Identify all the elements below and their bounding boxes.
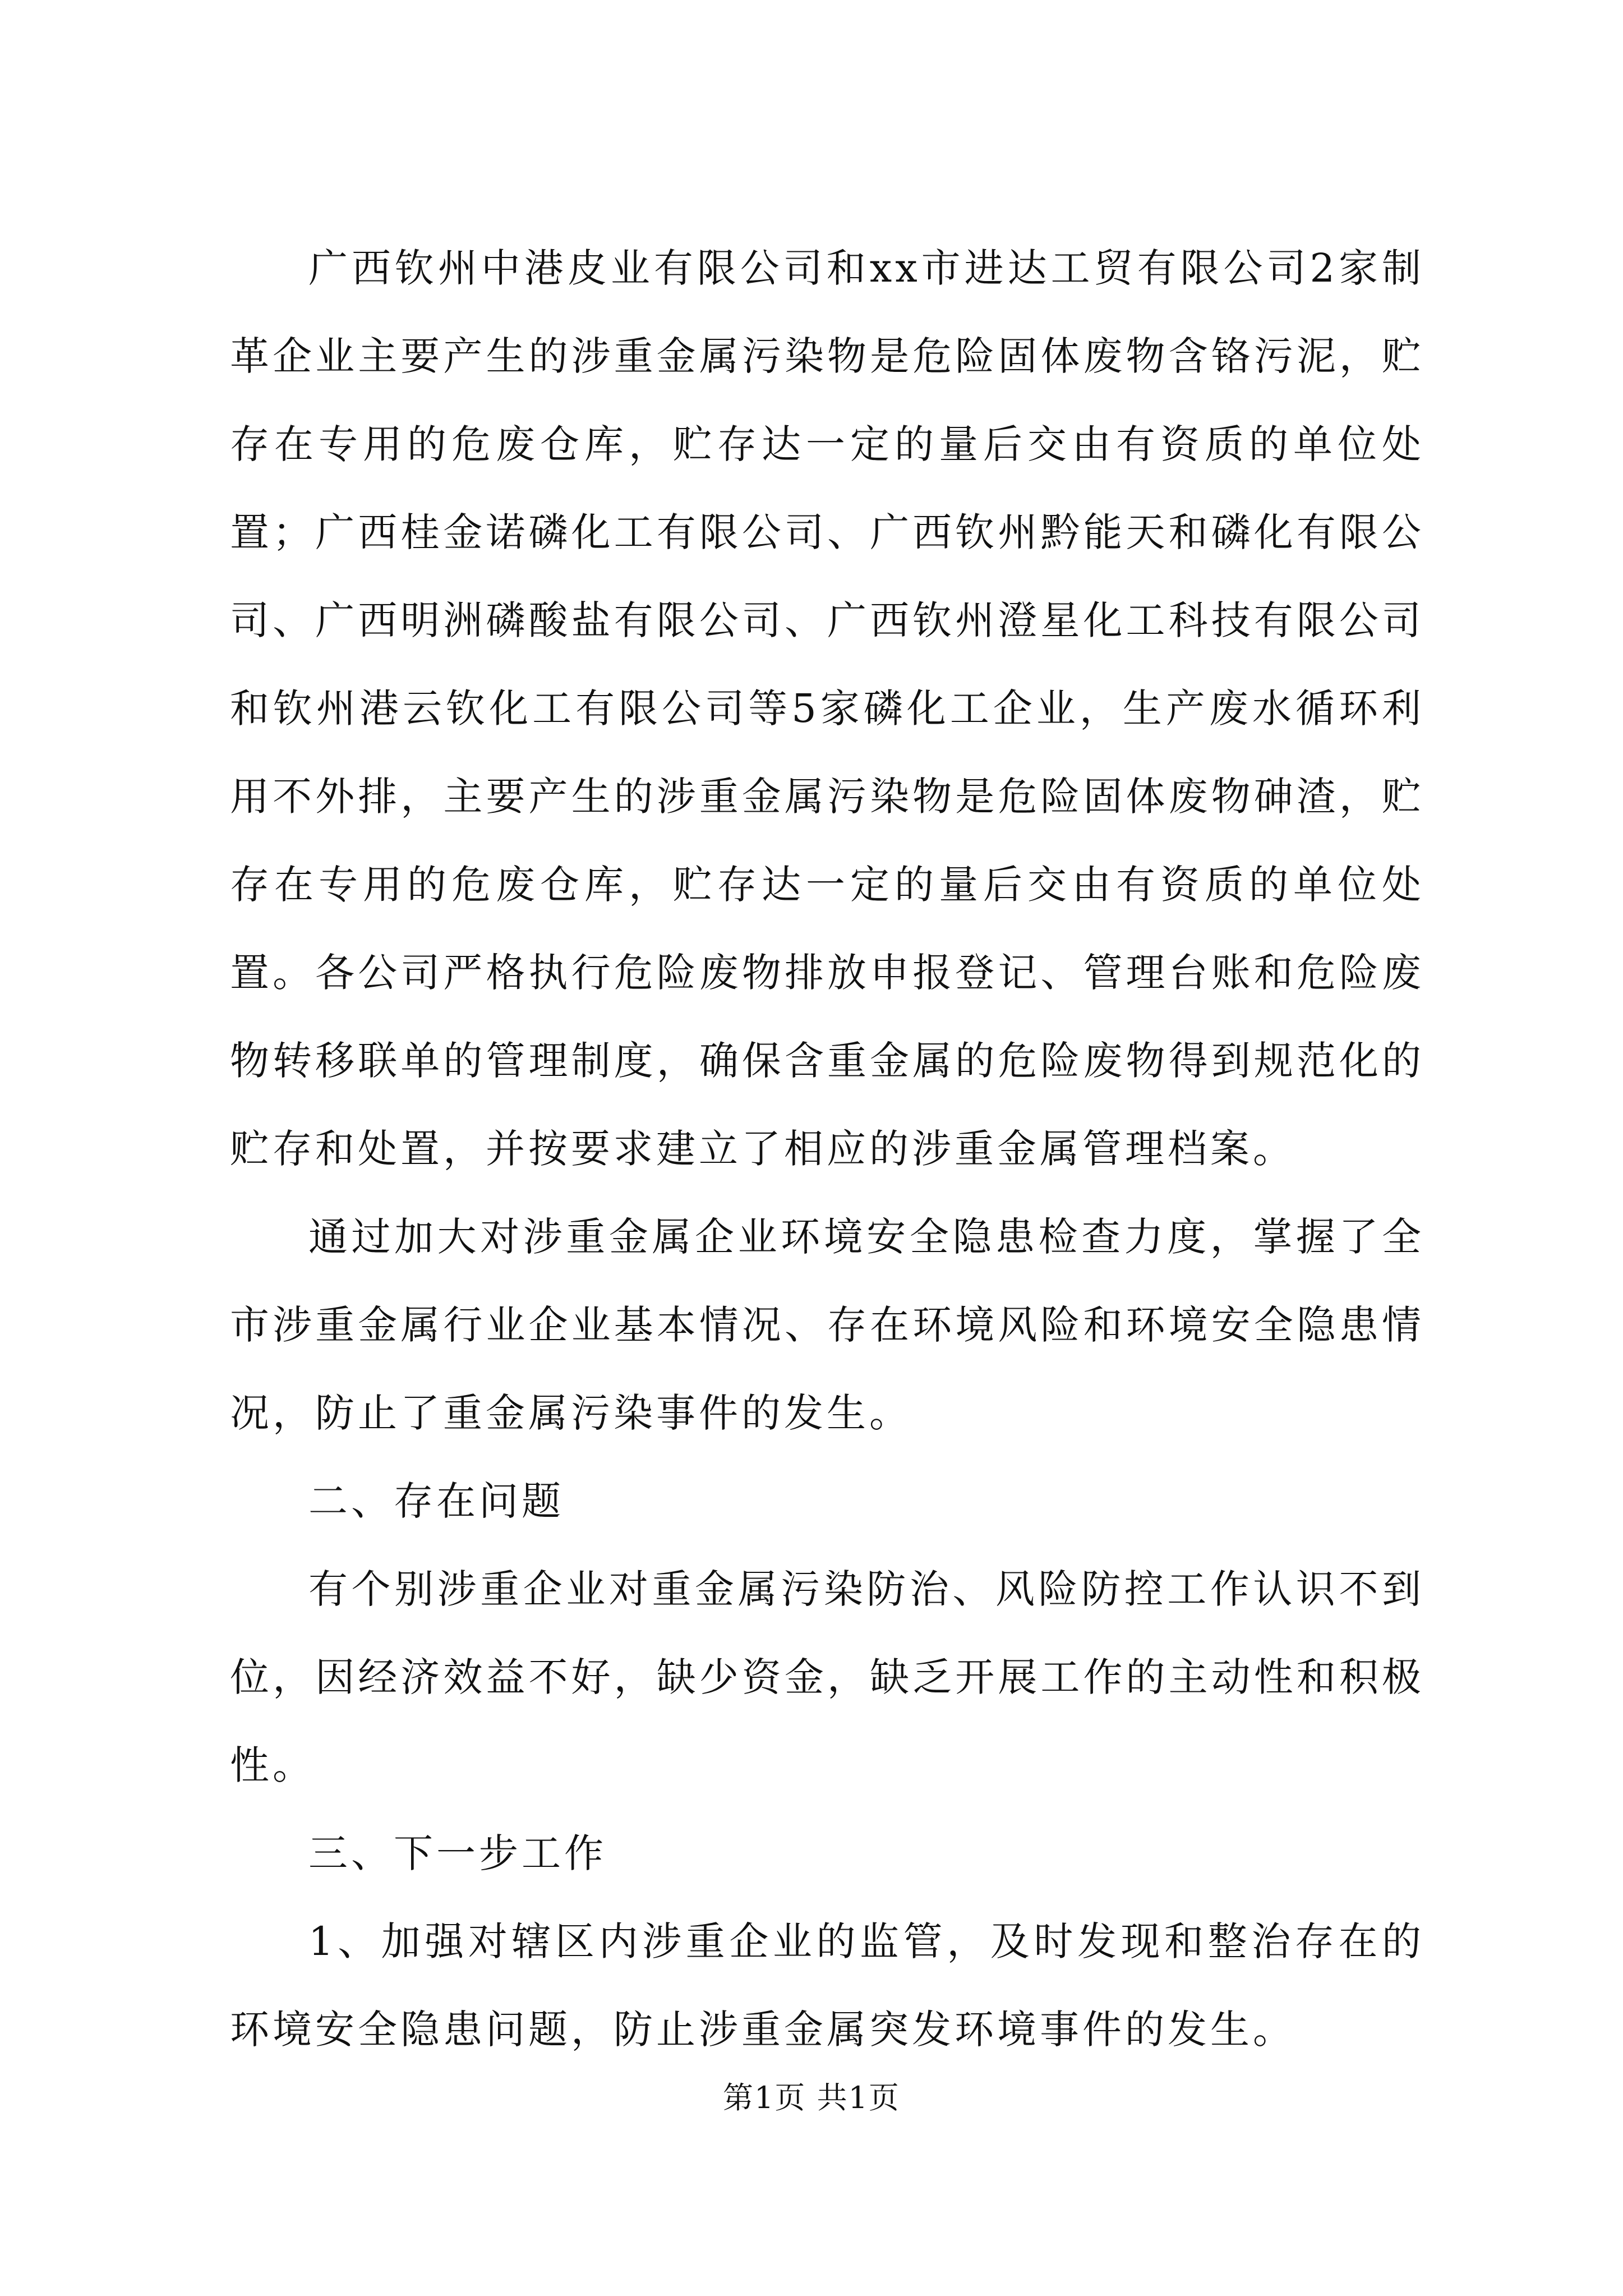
section-heading-next-steps: 三、下一步工作 bbox=[308, 1830, 607, 1876]
document-body bbox=[230, 224, 1424, 2074]
paragraph-problems: 有个别涉重企业对重金属污染防治、风险防控工作认识不到位，因经济效益不好，缺少资金，缺乏开展工作的主动性和积极性。 bbox=[230, 1566, 1424, 1788]
page-footer: 第1页 共1页 bbox=[723, 2080, 900, 2115]
section-heading-existing-problems: 二、存在问题 bbox=[308, 1478, 564, 1524]
paragraph-hazardous-waste-storage: 广西钦州中港皮业有限公司和xx市进达工贸有限公司2家制革企业主要产生的涉重金属污染物是危险固体废物含铬污泥，贮存在专用的危废仓库，贮存达一定的量后交由有资质的单位处置；广西桂金诺磷化工有限公司、广西钦州黔能天和磷化有限公司、广西明洲磷酸盐有限公司、广西钦州澄星化工科技有限公司和钦州港云钦化工有限公司等5家磷化工企业，生产废水循环利用不外排，主要产生的涉重金属污染物是危险固体废物砷渣，贮存在专用的危废仓库，贮存达一定的量后交由有资质的单位处置。各公司严格执行危险废物排放申报登记、管理台账和危险废物转移联单的管理制度，确保含重金属的危险废物得到规范化的贮存和处置，并按要求建立了相应的涉重金属管理档案。 bbox=[230, 245, 1424, 1172]
paragraph-inspection-results: 通过加大对涉重金属企业环境安全隐患检查力度，掌握了全市涉重金属行业企业基本情况、存在环境风险和环境安全隐患情况，防止了重金属污染事件的发生。 bbox=[230, 1214, 1424, 1436]
paragraph-next-step-1: 1、加强对辖区内涉重企业的监管，及时发现和整治存在的环境安全隐患问题，防止涉重金属突发环境事件的发生。 bbox=[230, 1918, 1424, 2053]
